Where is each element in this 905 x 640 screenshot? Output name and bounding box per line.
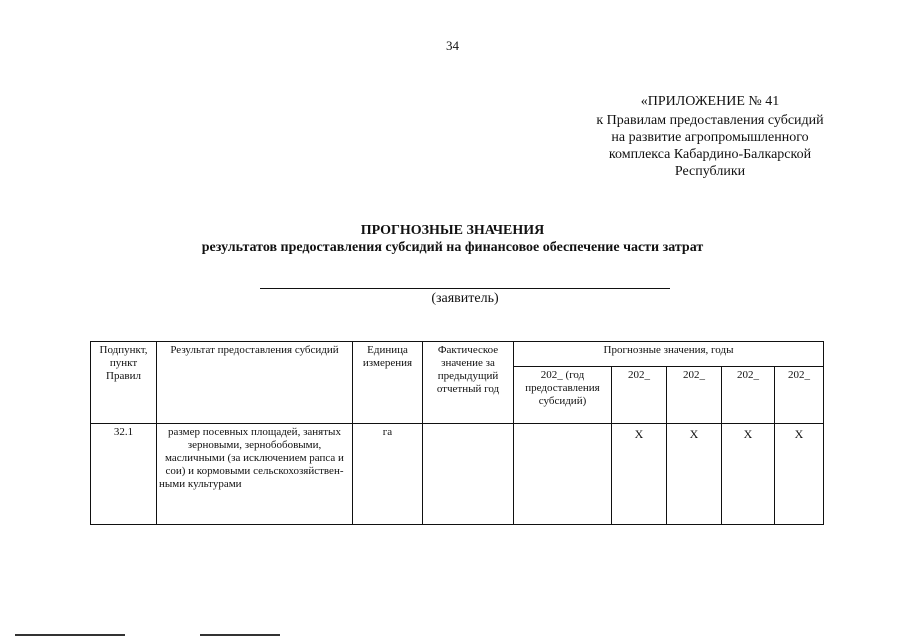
page-number: 34 xyxy=(446,38,459,53)
appendix-line: Республики xyxy=(674,164,746,179)
appendix-line: к Правилам предоставления субсидий xyxy=(596,113,824,128)
title-line-1: ПРОГНОЗНЫЕ ЗНАЧЕНИЯ xyxy=(360,223,545,238)
header-year: 202_ xyxy=(722,367,775,424)
cell-year-value: Х xyxy=(722,424,775,525)
header-result: Результат предоставления субсидий xyxy=(157,342,353,424)
header-actual: Фактическое значение за предыдущий отчетный год xyxy=(423,342,514,424)
header-subpoint: Подпункт, пункт Правил xyxy=(91,342,157,424)
applicant-underline xyxy=(260,288,670,289)
document-title xyxy=(0,222,905,256)
cell-year-value: Х xyxy=(612,424,667,525)
footer-rule xyxy=(15,634,125,636)
applicant-label: (заявитель) xyxy=(431,291,499,306)
cell-result: размер посевных площадей, занятых зерновыми, зернобобовыми, масличными (за исключением рапса и сои) и кормовыми сельскохозяйствен-ными культурами xyxy=(157,424,353,525)
table-row xyxy=(91,424,824,525)
table-header-row xyxy=(91,342,824,367)
forecast-table xyxy=(90,341,824,525)
cell-unit: га xyxy=(353,424,423,525)
footer-rule xyxy=(200,634,280,636)
header-year: 202_ (год предоставления субсидий) xyxy=(514,367,612,424)
header-year: 202_ xyxy=(775,367,824,424)
cell-year-value xyxy=(514,424,612,525)
header-year: 202_ xyxy=(612,367,667,424)
header-unit: Единица измерения xyxy=(353,342,423,424)
appendix-block xyxy=(545,93,875,180)
cell-year-value: Х xyxy=(775,424,824,525)
header-forecast-group: Прогнозные значения, годы xyxy=(514,342,824,367)
cell-subpoint: 32.1 xyxy=(91,424,157,525)
cell-actual xyxy=(423,424,514,525)
appendix-heading: «ПРИЛОЖЕНИЕ № 41 xyxy=(640,94,780,109)
header-year: 202_ xyxy=(667,367,722,424)
title-line-2: результатов предоставления субсидий на финансовое обеспечение части затрат xyxy=(201,240,704,255)
appendix-line: на развитие агропромышленного xyxy=(611,130,809,145)
cell-year-value: Х xyxy=(667,424,722,525)
appendix-line: комплекса Кабардино-Балкарской xyxy=(608,147,812,162)
